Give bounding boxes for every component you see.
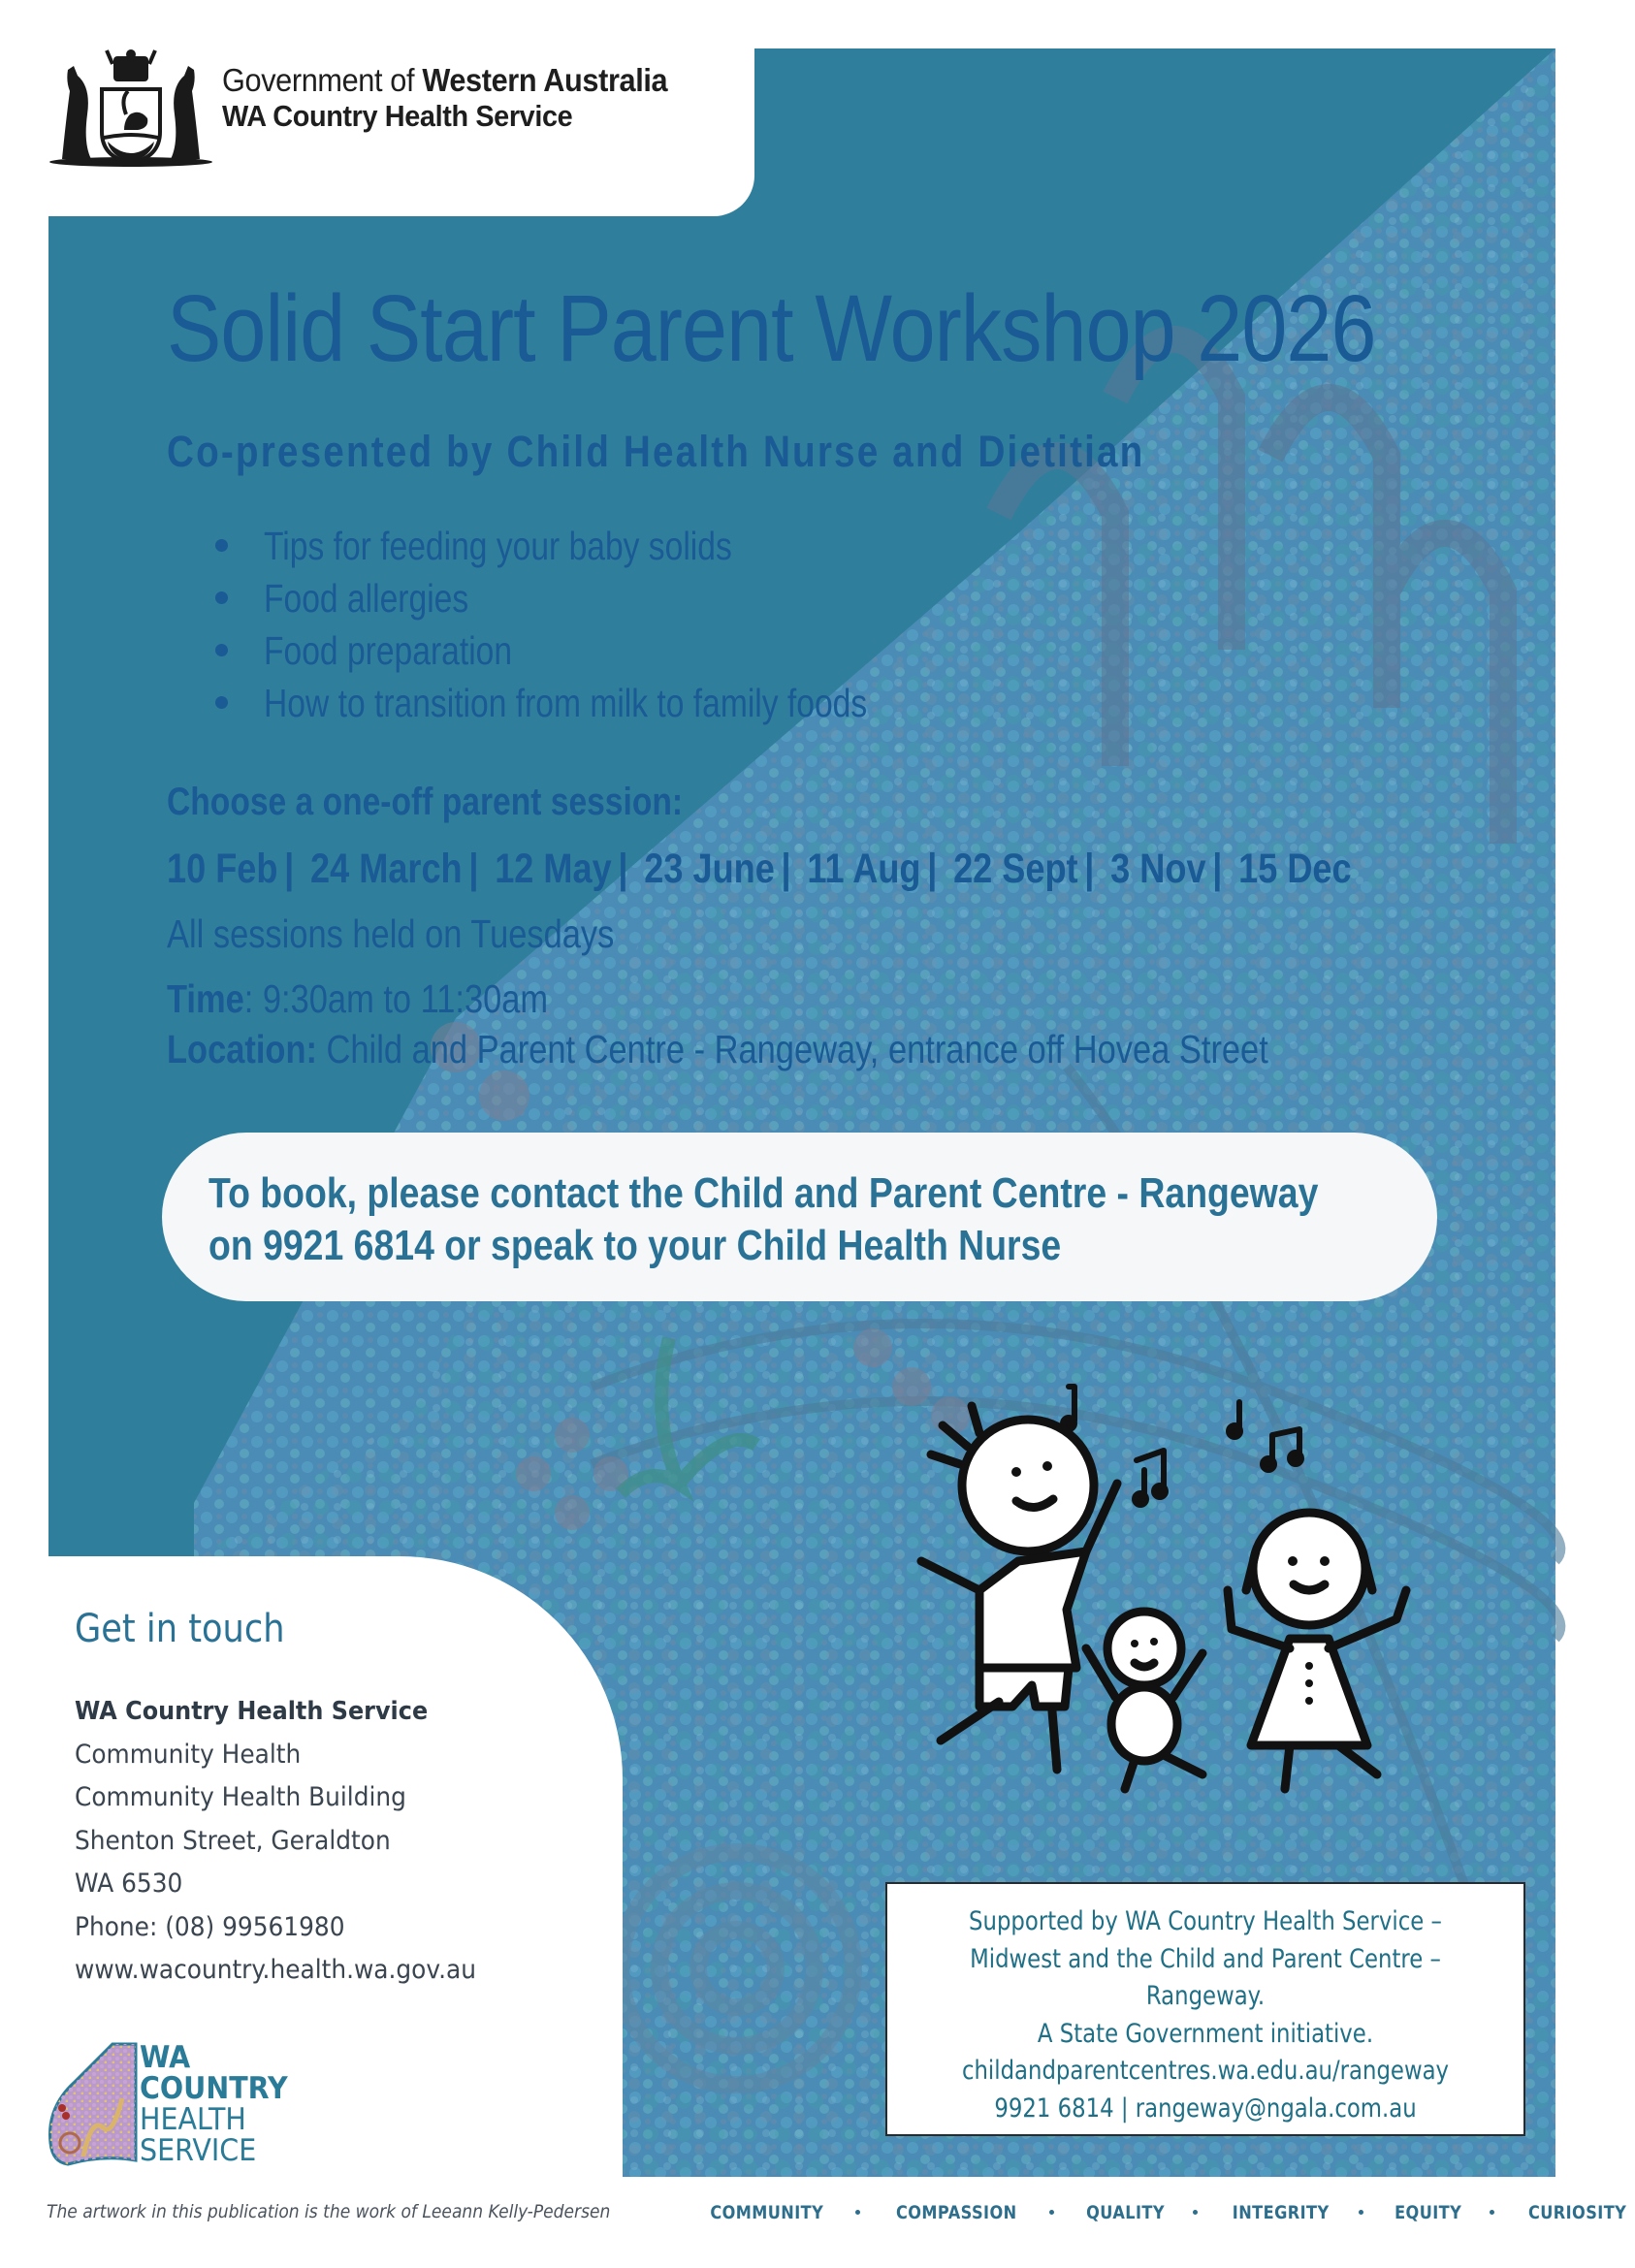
session-dates xyxy=(167,846,1352,893)
topic-item xyxy=(215,677,1000,729)
separator-dot-icon xyxy=(1490,2210,1494,2215)
session-date: 23 June xyxy=(644,846,775,892)
separator-dot-icon xyxy=(1049,2210,1054,2215)
supported-line: A State Government initiative. xyxy=(1037,2018,1374,2049)
logo-line: COUNTRY xyxy=(140,2071,288,2106)
page-title: Solid Start Parent Workshop 2026 xyxy=(167,275,1376,381)
session-date: 10 Feb xyxy=(167,846,278,892)
contact-phone: Phone: (08) 99561980 xyxy=(75,1911,345,1942)
supported-line: Supported by WA Country Health Service – xyxy=(969,1906,1442,1936)
date-separator: | xyxy=(618,846,628,892)
contact-department: Community Health xyxy=(75,1739,302,1770)
government-prefix: Government of xyxy=(222,62,423,98)
separator-dot-icon xyxy=(1359,2210,1363,2215)
contact-postcode: WA 6530 xyxy=(75,1869,183,1899)
session-time xyxy=(167,976,548,1022)
logo-line: WA xyxy=(140,2040,191,2075)
value-item: QUALITY xyxy=(1086,2202,1165,2223)
date-separator: | xyxy=(1084,846,1095,892)
topic-text: Food preparation xyxy=(264,628,513,673)
bullet-icon xyxy=(215,644,228,656)
wa-coat-of-arms-icon xyxy=(48,47,213,169)
value-item: COMMUNITY xyxy=(710,2202,824,2223)
topic-item xyxy=(215,520,1000,572)
supported-website-link[interactable]: childandparentcentres.wa.edu.au/rangeway xyxy=(961,2056,1450,2086)
booking-line: To book, please contact the Child and Parent Centre - Rangeway xyxy=(208,1169,1319,1217)
date-separator: | xyxy=(468,846,479,892)
header-card xyxy=(0,0,754,216)
bullet-icon xyxy=(215,591,228,604)
value-item: EQUITY xyxy=(1395,2202,1462,2223)
date-separator: | xyxy=(781,846,791,892)
girl-figure xyxy=(1228,1513,1406,1789)
supported-phone-email[interactable]: 9921 6814 | rangeway@ngala.com.au xyxy=(994,2092,1417,2124)
session-date: 3 Nov xyxy=(1110,846,1206,892)
contact-title: Get in touch xyxy=(75,1607,285,1651)
contact-website-link[interactable]: www.wacountry.health.wa.gov.au xyxy=(75,1955,477,1985)
contact-details xyxy=(75,1690,511,1993)
contact-street: Shenton Street, Geraldton xyxy=(75,1825,391,1856)
values-strip xyxy=(700,2202,1635,2223)
subtitle: Co-presented by Child Health Nurse and Dietitian xyxy=(167,427,1145,476)
value-item: INTEGRITY xyxy=(1232,2202,1330,2223)
logo-line: HEALTH xyxy=(140,2102,246,2137)
separator-dot-icon xyxy=(855,2210,860,2215)
contact-organisation: WA Country Health Service xyxy=(75,1697,429,1726)
session-date: 15 Dec xyxy=(1238,846,1352,892)
location-value: Child and Parent Centre - Rangeway, entrance off Hovea Street xyxy=(316,1027,1268,1071)
value-item: CURIOSITY xyxy=(1528,2202,1627,2223)
session-date: 11 Aug xyxy=(807,846,921,892)
date-separator: | xyxy=(927,846,938,892)
music-notes-icon xyxy=(1063,1387,1301,1505)
topic-text: Food allergies xyxy=(264,576,469,621)
dancing-children-illustration xyxy=(853,1358,1435,1794)
date-separator: | xyxy=(1212,846,1223,892)
government-name: Western Australia xyxy=(422,62,668,98)
booking-callout xyxy=(162,1133,1437,1301)
booking-text xyxy=(208,1167,1318,1272)
wachs-map-logo-icon xyxy=(45,2040,138,2168)
time-label: Time xyxy=(167,976,244,1021)
topic-item xyxy=(215,624,1000,677)
date-separator: | xyxy=(284,846,295,892)
service-title: WA Country Health Service xyxy=(222,99,573,133)
bullet-icon xyxy=(215,696,228,709)
location-label: Location: xyxy=(167,1027,317,1071)
artwork-credit: The artwork in this publication is the work of Leeann Kelly-Pedersen xyxy=(47,2201,611,2222)
session-day-note: All sessions held on Tuesdays xyxy=(167,911,615,956)
separator-dot-icon xyxy=(1193,2210,1198,2215)
topic-item xyxy=(215,572,1000,624)
session-date: 24 March xyxy=(310,846,463,892)
contact-building: Community Health Building xyxy=(75,1782,406,1812)
bullet-icon xyxy=(215,539,228,552)
topic-text: How to transition from milk to family foods xyxy=(264,681,868,725)
supported-by-box xyxy=(885,1882,1525,2136)
logo-line: SERVICE xyxy=(140,2133,257,2168)
toddler-figure xyxy=(1086,1612,1202,1789)
session-heading: Choose a one-off parent session: xyxy=(167,781,684,823)
session-date: 12 May xyxy=(495,846,612,892)
session-location xyxy=(167,1027,1268,1072)
value-item: COMPASSION xyxy=(895,2202,1017,2223)
supported-line: Midwest and the Child and Parent Centre – xyxy=(970,1943,1441,1974)
government-title xyxy=(222,62,667,99)
booking-line: on 9921 6814 or speak to your Child Health Nurse xyxy=(208,1222,1062,1269)
boy-figure xyxy=(921,1406,1117,1770)
time-value: : 9:30am to 11:30am xyxy=(243,976,549,1021)
wachs-logo-text xyxy=(140,2042,301,2166)
topics-list xyxy=(215,520,1000,729)
supported-line: Rangeway. xyxy=(1145,1981,1266,2011)
session-date: 22 Sept xyxy=(953,846,1078,892)
topic-text: Tips for feeding your baby solids xyxy=(264,524,732,568)
